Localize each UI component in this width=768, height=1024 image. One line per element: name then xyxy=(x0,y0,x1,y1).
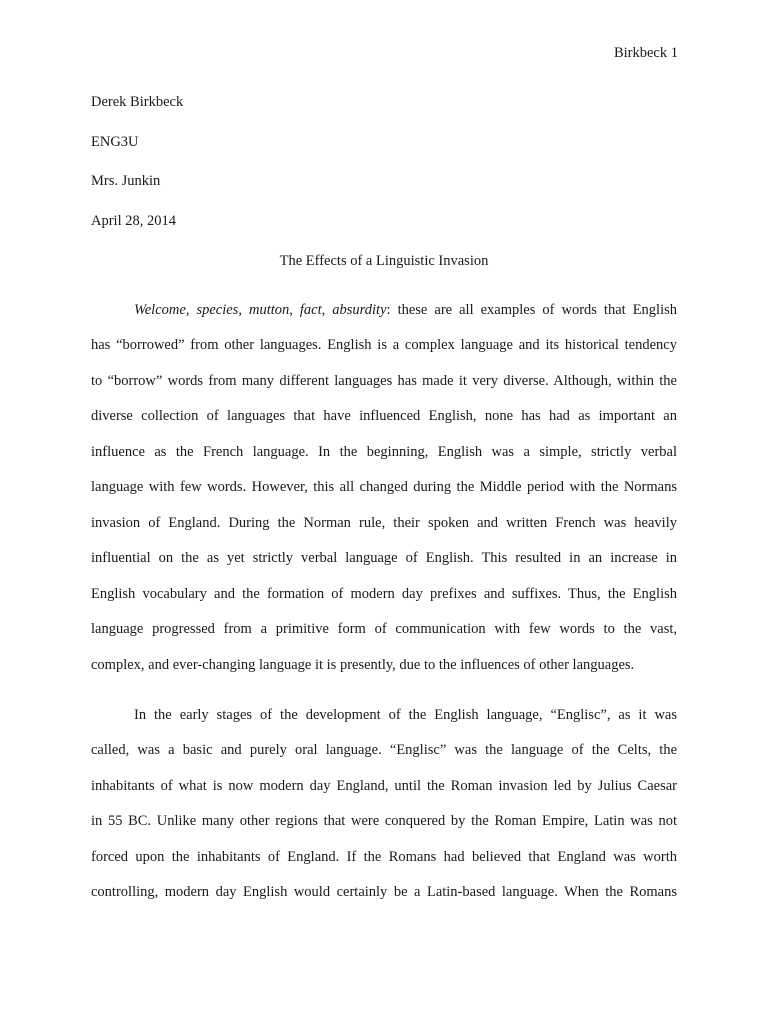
paragraph-1-line xyxy=(134,301,677,319)
essay-title: The Effects of a Linguistic Invasion xyxy=(279,253,489,269)
mla-heading xyxy=(91,93,183,251)
author-name: Derek Birkbeck xyxy=(91,94,184,110)
separator: , xyxy=(289,302,300,318)
paragraph-1-line: influence as the French language. In the beginning, English was a simple, strictly verbal xyxy=(91,444,677,460)
paragraph-1-line: complex, and ever-changing language it is presently, due to the influences of other languages. xyxy=(91,657,635,673)
paragraph-1-line: influential on the as yet strictly verbal language of English. This resulted in an increase in xyxy=(91,550,677,566)
line-rest: : these are all examples of words that English xyxy=(386,302,677,318)
paragraph-1-line: has “borrowed” from other languages. English is a complex language and its historical tendency xyxy=(91,337,677,353)
paragraph-1-line: to “borrow” words from many different languages has made it very diverse. Although, within the xyxy=(91,373,677,389)
separator: , xyxy=(321,302,333,318)
paragraph-1-line: language progressed from a primitive form of communication with few words to the vast, xyxy=(91,621,677,637)
italic-word: absurdity xyxy=(332,302,387,318)
paragraph-2-line: controlling, modern day English would certainly be a Latin-based language. When the Romans xyxy=(91,884,677,900)
teacher-name: Mrs. Junkin xyxy=(91,173,161,190)
paragraph-1-line: language with few words. However, this all changed during the Middle period with the Normans xyxy=(91,479,677,495)
paragraph-2-line: forced upon the inhabitants of England. If the Romans had believed that England was worth xyxy=(91,849,677,865)
paragraph-2-line: inhabitants of what is now modern day England, until the Roman invasion led by Julius Caesar xyxy=(91,778,677,794)
paragraph-2-line: In the early stages of the development of the English language, “Englisc”, as it was xyxy=(134,707,677,723)
paragraph-1-line: diverse collection of languages that have influenced English, none has had as important an xyxy=(91,408,677,424)
course-code: ENG3U xyxy=(91,133,139,150)
paragraph-2-line: in 55 BC. Unlike many other regions that were conquered by the Roman Empire, Latin was not xyxy=(91,813,677,829)
italic-word: species xyxy=(196,302,239,318)
paragraph-1-line: English vocabulary and the formation of modern day prefixes and suffixes. Thus, the English xyxy=(91,586,677,602)
running-head: Birkbeck 1 xyxy=(613,45,678,61)
italic-word: Welcome xyxy=(134,302,186,318)
paragraph-2-line: called, was a basic and purely oral language. “Englisc” was the language of the Celts, the xyxy=(91,742,677,758)
separator: , xyxy=(238,302,249,318)
italic-word: fact xyxy=(299,302,322,318)
italic-word: mutton xyxy=(248,302,290,318)
paragraph-1-line: invasion of England. During the Norman rule, their spoken and written French was heavily xyxy=(91,515,677,531)
separator: , xyxy=(185,302,197,318)
essay-date: April 28, 2014 xyxy=(91,212,176,229)
